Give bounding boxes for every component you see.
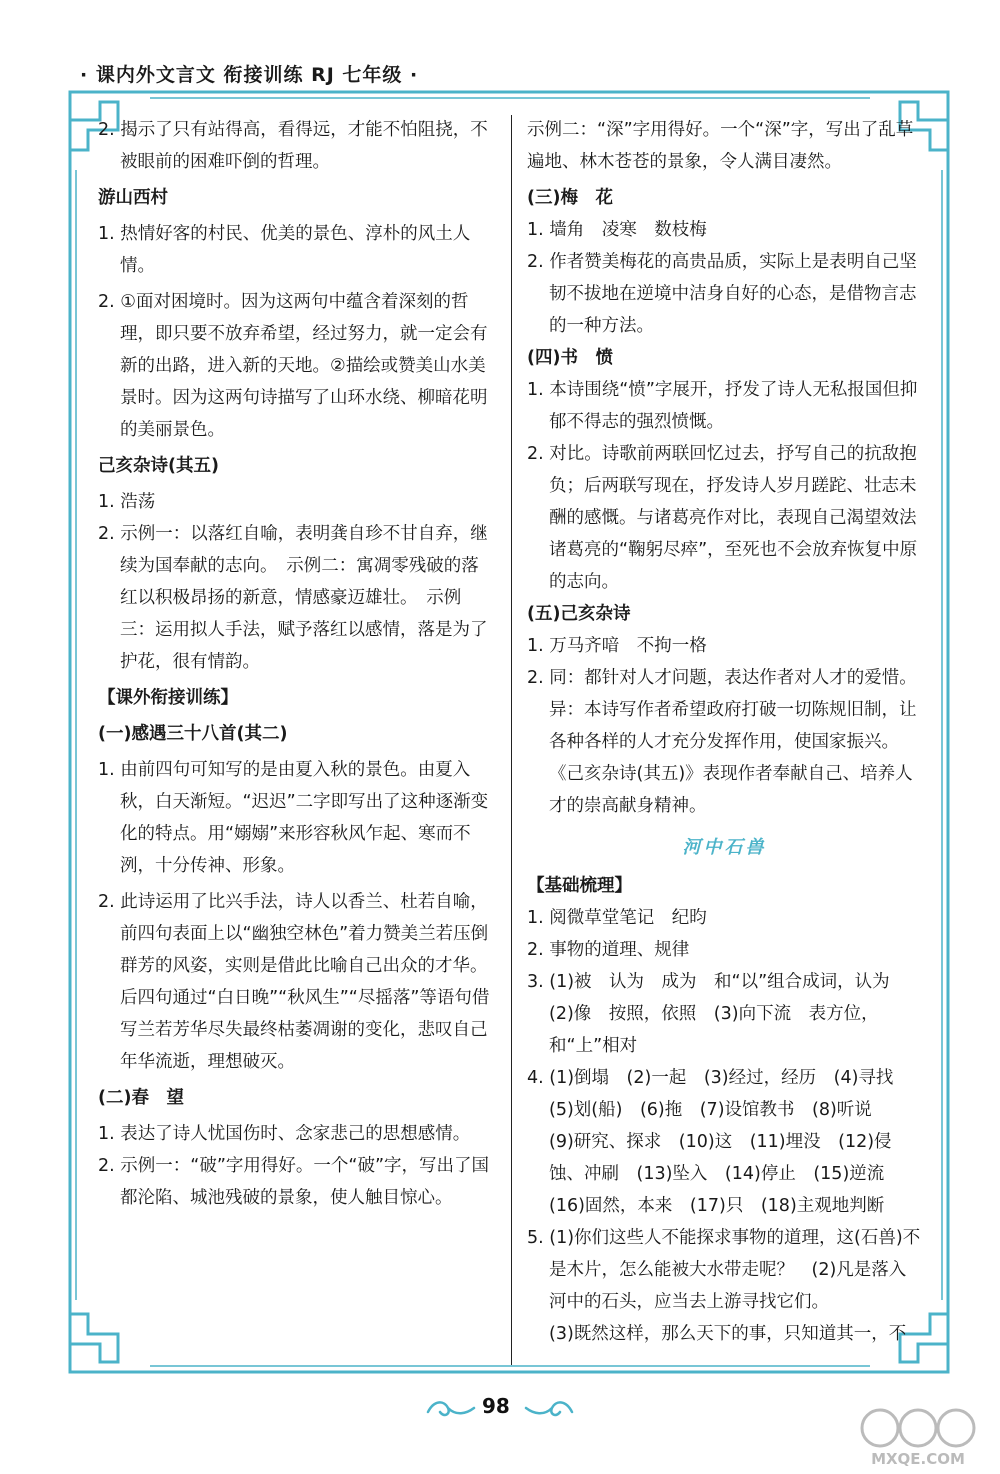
poem-heading: (五)己亥杂诗	[527, 604, 631, 624]
poem-heading: (三)梅 花	[527, 188, 613, 208]
answer-item: 2. ①面对困境时。因为这两句中蕴含着深刻的哲理，即只要不放弃希望，经过努力，就一定会有新的出路，进入新的天地。②描绘或赞美山水美景时。因为这两句诗描写了山环水绕、柳暗花明的美丽景色。	[98, 292, 488, 440]
section-heading: 【基础梳理】	[527, 876, 632, 896]
poem-heading: 己亥杂诗(其五)	[98, 456, 219, 476]
answer-item: 1. 热情好客的村民、优美的景色、淳朴的风土人情。	[98, 224, 471, 276]
lesson-title: 河中石兽	[682, 837, 767, 858]
answer-item: 4. (1)倒塌 (2)一起 (3)经过，经历 (4)寻找	[527, 1068, 894, 1088]
answer-item: 1. 阅微草堂笔记 纪昀	[527, 908, 707, 928]
answer-item: 2. 此诗运用了比兴手法，诗人以香兰、杜若自喻，前四句表面上以“幽独空林色”着力赞美兰若压倒群芳的风姿，实则是借此比喻自己出众的才华。后四句通过“白日晚”“秋风生”“尽摇落”等语句借写兰若芳华尽失最终枯萎凋谢的变化，悲叹自己年华流逝，理想破灭。	[98, 892, 490, 1072]
answer-item: (3)既然这样，那么天下的事，只知道其一，不	[549, 1324, 907, 1344]
answer-item: 1. 表达了诗人忧国伤时、念家悲己的思想感情。	[98, 1124, 471, 1144]
answer-item: 示例二：“深”字用得好。一个“深”字，写出了乱草遍地、林木苍苍的景象，令人满目凄然。	[527, 120, 914, 172]
poem-heading: (四)书 愤	[527, 348, 613, 368]
page-header: · 课内外文言文 衔接训练 RJ 七年级 ·	[80, 64, 419, 86]
answer-item: 2. 对比。诗歌前两联回忆过去，抒写自己的抗敌抱负；后两联写现在，抒发诗人岁月蹉跎、壮志未酬的感慨。与诸葛亮作对比，表现自己渴望效法诸葛亮的“鞠躬尽瘁”，至死也不会放弃恢复中原的志向。	[527, 444, 918, 592]
answer-item: (5)划(船) (6)拖 (7)设馆教书 (8)听说	[549, 1100, 872, 1120]
left-column	[98, 114, 496, 1214]
watermark-logo	[840, 1400, 995, 1470]
column-divider	[511, 115, 512, 1365]
right-column	[527, 114, 922, 1350]
answer-item: 3. (1)被 认为 成为 和“以”组合成词，认为	[527, 972, 890, 992]
answer-item: 2. 作者赞美梅花的高贵品质，实际上是表明自己坚韧不拔地在逆境中洁身自好的心态，是借物言志的一种方法。	[527, 252, 917, 336]
poem-heading: 游山西村	[98, 188, 168, 208]
page-number: 98	[482, 1394, 510, 1418]
answer-item: (2)像 按照，依照 (3)向下流 表方位，和“上”相对	[549, 1004, 879, 1056]
answer-item: 5. (1)你们这些人不能探求事物的道理，这(石兽)不是木片，怎么能被大水带走呢？ (2)凡是落入河中的石头，应当去上游寻找它们。	[527, 1228, 921, 1312]
answer-item: 1. 本诗围绕“愤”字展开，抒发了诗人无私报国但抑郁不得志的强烈愤慨。	[527, 380, 918, 432]
poem-heading: (二)春 望	[98, 1088, 184, 1108]
answer-item: 2. 示例一：以落红自喻，表明龚自珍不甘自弃，继续为国奉献的志向。 示例二：寓凋零残破的落红以积极昂扬的新意，情感豪迈雄壮。 示例三：运用拟人手法，赋予落红以感情，落是为了护花，很有情韵。	[98, 524, 488, 672]
section-heading: 【课外衔接训练】	[98, 688, 238, 708]
answer-item: 2. 事物的道理、规律	[527, 940, 690, 960]
answer-item: 1. 墙角 凌寒 数枝梅	[527, 220, 707, 240]
answer-item: (16)固然，本来 (17)只 (18)主观地判断	[549, 1196, 885, 1216]
answer-item: 1. 浩荡	[98, 492, 156, 512]
answer-item: 2. 示例一：“破”字用得好。一个“破”字，写出了国都沦陷、城池残破的景象，使人触目惊心。	[98, 1156, 490, 1208]
answer-item: 1. 万马齐喑 不拘一格	[527, 636, 707, 656]
answer-item: 2. 同：都针对人才问题，表达作者对人才的爱惜。异：本诗写作者希望政府打破一切陈规旧制，让各种各样的人才充分发挥作用，使国家振兴。《己亥杂诗(其五)》表现作者奉献自己、培养人才的崇高献身精神。	[527, 668, 917, 816]
answer-item: 1. 由前四句可知写的是由夏入秋的景色。由夏入秋，白天渐短。“迟迟”二字即写出了这种逐渐变化的特点。用“嫋嫋”来形容秋风乍起、寒而不洌，十分传神、形象。	[98, 760, 489, 876]
page-footer	[420, 1390, 580, 1430]
answer-item: 2. 揭示了只有站得高，看得远，才能不怕阻挠，不被眼前的困难吓倒的哲理。	[98, 120, 488, 172]
svg-text:MXQE.COM: MXQE.COM	[871, 1450, 965, 1468]
poem-heading: (一)感遇三十八首(其二)	[98, 724, 288, 744]
answer-item: (9)研究、探求 (10)这 (11)埋没 (12)侵蚀、冲刷 (13)坠入 (14)停止 (15)逆流	[549, 1132, 892, 1184]
